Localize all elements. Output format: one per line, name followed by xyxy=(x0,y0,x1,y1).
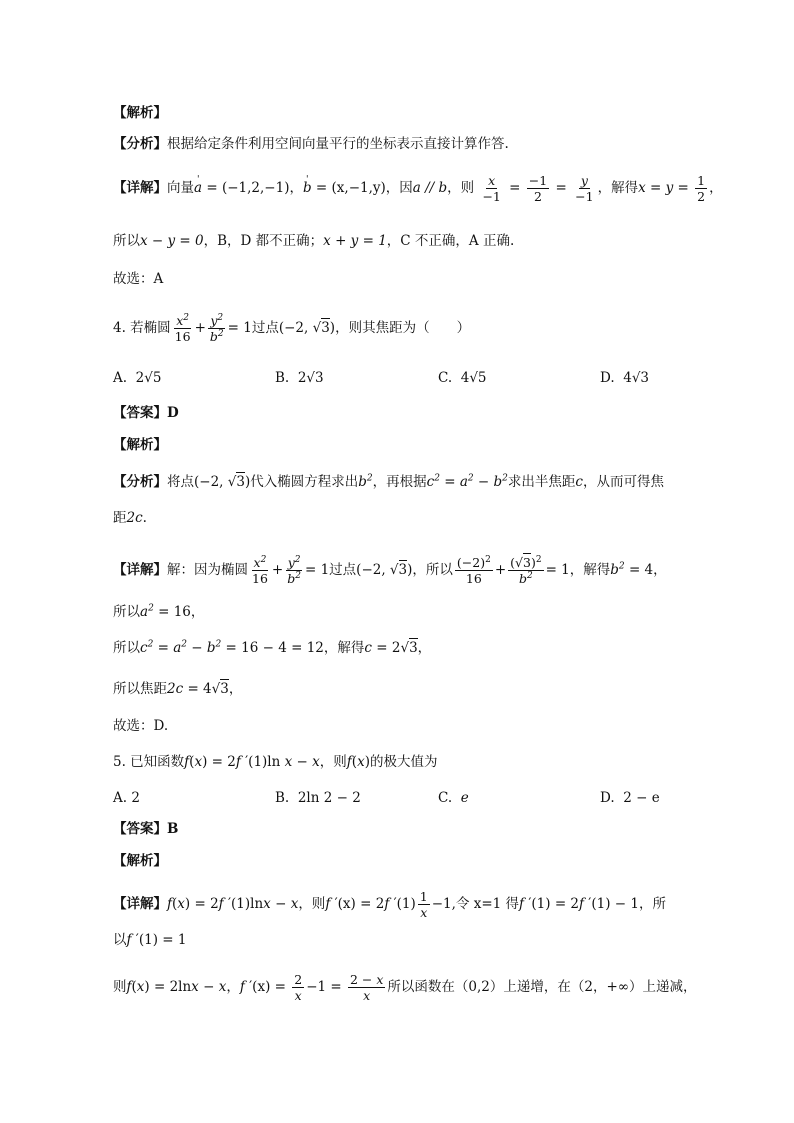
point-expr: (−2, √3) xyxy=(278,320,336,336)
q4-detail-line-1: 【详解】解：因为椭圆 $\frac{x^2}{16}$ + $\frac{y^2}{b^2}$ = 1过点(−2, √3)，所以 $\frac{(-2)^2}{16}$ + $\frac{(√3)^2}{b^2}$ = 1，解得$b^2 = 4$， xyxy=(113,554,667,586)
q5-option-a[interactable]: A. 2 xyxy=(113,790,140,806)
analysis-text: 根据给定条件利用空间向量平行的坐标表示直接计算作答. xyxy=(167,136,509,152)
q4-jiexi: 【解析】 xyxy=(113,437,167,453)
q4-choice: 故选：D. xyxy=(113,718,169,734)
ellipse-frac-y: $\frac{y^2}{b^2}$ xyxy=(209,312,224,344)
q5-detail-line-1: 【详解】f(x) = 2f ′(1)lnx − x，则f ′(x) = 2f ′(1) $\frac{1}{x}$ −1,令 x=1 得f ′(1) = 2f ′(1) − 1，所 xyxy=(113,889,666,920)
detail-text-2: ，则 xyxy=(447,180,475,196)
q5-detail-line-2: 以f ′(1) = 1 xyxy=(113,932,187,948)
fraction-3: $\frac{y}{-1}$ xyxy=(575,173,594,204)
q4-stem: 4. 若椭圆 $\frac{x^2}{16}$ + $\frac{y^2}{b^2}$ = 1过点(−2, √3)，则其焦距为（ ） xyxy=(113,312,471,344)
fraction-4: $\frac{1}{2}$ xyxy=(697,173,706,204)
q4-detail-line-3: 所以$c^2 = a^2 - b^2 = 16 - 4 = 12$，解得c = 2√3， xyxy=(113,639,432,656)
parallel-expr: a // b xyxy=(412,180,448,196)
detail-result: x = y = xyxy=(638,180,694,196)
fraction-2: $\frac{-1}{2}$ xyxy=(528,173,548,204)
analysis-line xyxy=(113,135,509,153)
q5-stem: 5. 已知函数f(x) = 2f ′(1)ln x − x，则f(x)的极大值为 xyxy=(113,754,438,770)
detail-tag: 【详解】 xyxy=(113,180,167,196)
q5-jiexi: 【解析】 xyxy=(113,853,167,869)
q4-option-b[interactable]: B. 2√3 xyxy=(275,370,324,386)
q5-option-b[interactable]: B. 2ln 2 − 2 xyxy=(275,790,361,806)
q4-answer: 【答案】D xyxy=(113,405,179,421)
choice-line: 故选：A xyxy=(113,271,164,287)
vector-a-expr: = (−1,2,−1)， xyxy=(202,180,303,196)
q5-answer: 【答案】B xyxy=(113,821,179,837)
q4-analysis-line-2: 距2c. xyxy=(113,510,147,526)
q5-option-c[interactable]: C. e xyxy=(438,790,469,806)
detail-line-1: 【详解】向量' a = (−1,2,−1)，' b = (x,−1,y)，因a // b，则 $\frac{x}{-1}$ = $\frac{-1}{2}$ = $\frac{y}{-1}$ ，解得x = y = $\frac{1}{2}$ ， xyxy=(113,173,723,204)
vector-a: ' a xyxy=(194,180,202,196)
fraction-1: $\frac{x}{-1}$ xyxy=(482,173,501,204)
jiexi-label: 【解析】 xyxy=(113,105,167,121)
conclusion-line: 所以x − y = 0，B，D 都不正确；x + y = 1，C 不正确，A 正确. xyxy=(113,233,515,249)
q4-option-a[interactable]: A. 2√5 xyxy=(113,370,162,386)
q4-detail-line-4: 所以焦距2c = 4√3， xyxy=(113,681,243,697)
q5-detail-line-3: 则f(x) = 2lnx − x，f ′(x) = $\frac{2}{x}$ −1 = $\frac{2 - x}{x}$ 所以函数在（0,2）上递增，在（2，+∞）上递减， xyxy=(113,972,697,1003)
analysis-tag: 【分析】 xyxy=(113,136,167,152)
detail-text: 向量 xyxy=(167,180,194,196)
vector-b: ' b xyxy=(303,180,312,196)
q4-analysis-line-1: 【分析】将点(−2, √3)代入椭圆方程求出$b^2$，再根据$c^2 = a^2 - b^2$求出半焦距c，从而可得焦 xyxy=(113,473,664,490)
q4-detail-line-2: 所以$a^2 = 16$， xyxy=(113,603,205,620)
detail-text-3: ，解得 xyxy=(597,180,639,196)
ellipse-frac-x: $\frac{x^2}{16}$ xyxy=(174,312,191,344)
vector-b-expr: = (x,−1,y)，因 xyxy=(311,180,413,196)
q4-option-c[interactable]: C. 4√5 xyxy=(438,370,487,386)
q4-option-d[interactable]: D. 4√3 xyxy=(600,370,650,386)
q5-option-d[interactable]: D. 2 − e xyxy=(600,790,660,806)
